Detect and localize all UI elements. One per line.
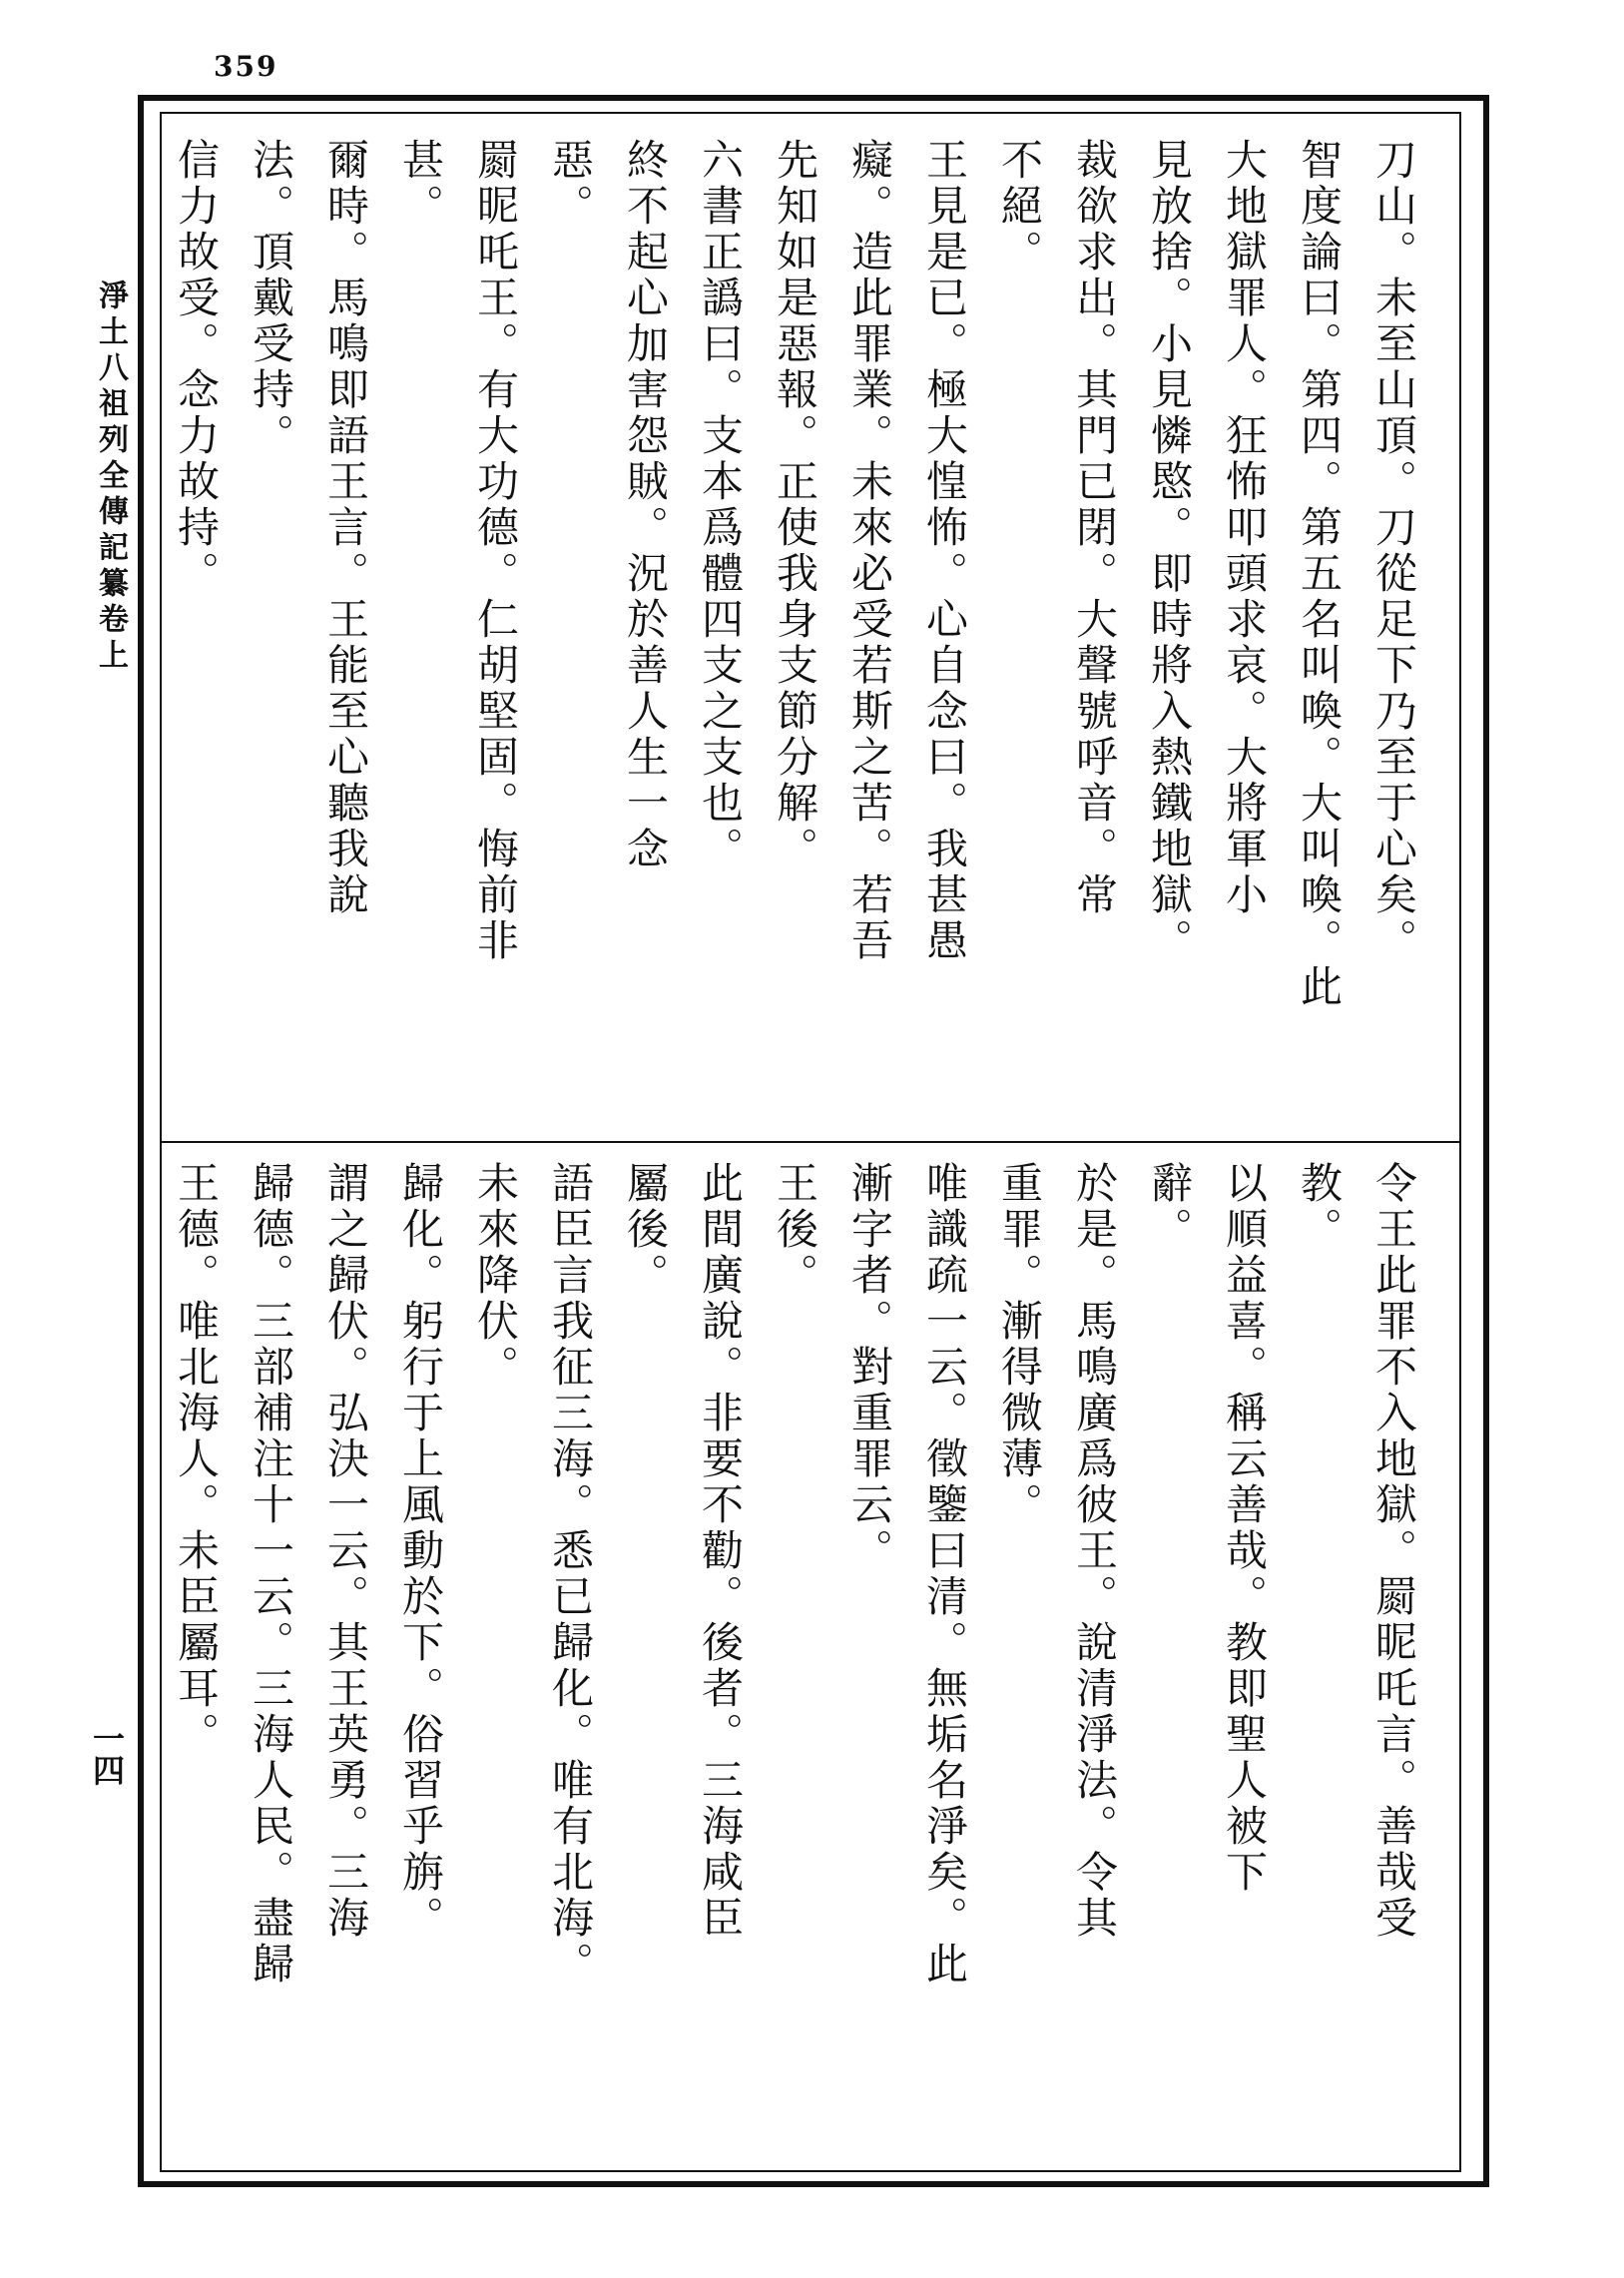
text-column: 漸字者。對重罪云。 — [845, 1161, 894, 1574]
section-divider — [160, 1141, 1461, 1143]
text-column: 王後。 — [771, 1161, 819, 1299]
text-column: 刀山。未至山頂。刀從足下乃至于心矣。 — [1369, 138, 1418, 964]
folio-number: 一四 — [88, 1722, 126, 1786]
text-column: 六書正譌曰。支本爲體四支之支也。 — [696, 138, 745, 872]
text-column: 歸德。三部補注十一云。三海人民。盡歸 — [247, 1161, 295, 1988]
text-column: 先知如是惡報。正使我身支節分解。 — [771, 138, 819, 872]
text-column: 信力故受。念力故持。 — [172, 138, 221, 597]
text-column: 惡。 — [546, 138, 595, 230]
text-column: 王見是已。極大惶怖。心自念曰。我甚愚 — [920, 138, 969, 964]
text-column: 此間廣說。非要不勸。後者。三海咸臣 — [696, 1161, 745, 1942]
running-title: 淨土八祖列全傳記纂卷上 — [93, 280, 128, 675]
text-column: 見放捨。小見憐愍。即時將入熱鐵地獄。 — [1145, 138, 1194, 964]
text-column: 教。 — [1295, 1161, 1344, 1253]
text-column: 令王此罪不入地獄。罽昵吒言。善哉受 — [1369, 1161, 1418, 1942]
text-column: 以順益喜。稱云善哉。教即聖人被下 — [1220, 1161, 1269, 1896]
text-column: 王德。唯北海人。未臣屬耳。 — [172, 1161, 221, 1758]
text-column: 法。頂戴受持。 — [247, 138, 295, 459]
upper-text-block — [172, 138, 1431, 1121]
text-column: 癡。造此罪業。未來必受若斯之苦。若吾 — [845, 138, 894, 964]
text-column: 智度論曰。第四。第五名叫喚。大叫喚。此 — [1295, 138, 1344, 1010]
text-column: 重罪。漸得微薄。 — [995, 1161, 1044, 1528]
text-column: 罽昵吒王。有大功德。仁胡堅固。悔前非 — [471, 138, 520, 964]
text-column: 爾時。馬鳴即語王言。王能至心聽我說 — [321, 138, 370, 918]
lower-text-block — [172, 1161, 1431, 2149]
text-column: 大地獄罪人。狂怖叩頭求哀。大將軍小 — [1220, 138, 1269, 918]
text-column: 歸化。躬行于上風動於下。俗習乎旃。 — [396, 1161, 445, 1942]
text-column: 甚。 — [396, 138, 445, 230]
text-column: 於是。馬鳴廣爲彼王。說清淨法。令其 — [1070, 1161, 1119, 1942]
text-column: 辭。 — [1145, 1161, 1194, 1253]
text-column: 唯識疏一云。徵鑒曰清。無垢名淨矣。此 — [920, 1161, 969, 1988]
text-column: 不絕。 — [995, 138, 1044, 276]
text-column: 未來降伏。 — [471, 1161, 520, 1391]
text-column: 語臣言我征三海。悉已歸化。唯有北海。 — [546, 1161, 595, 1988]
text-column: 終不起心加害怨賊。況於善人生一念 — [621, 138, 670, 872]
page-number: 359 — [214, 50, 278, 83]
text-column: 謂之歸伏。弘決一云。其王英勇。三海 — [321, 1161, 370, 1942]
text-column: 屬後。 — [621, 1161, 670, 1299]
text-column: 裁欲求出。其門已閉。大聲號呼音。常 — [1070, 138, 1119, 918]
